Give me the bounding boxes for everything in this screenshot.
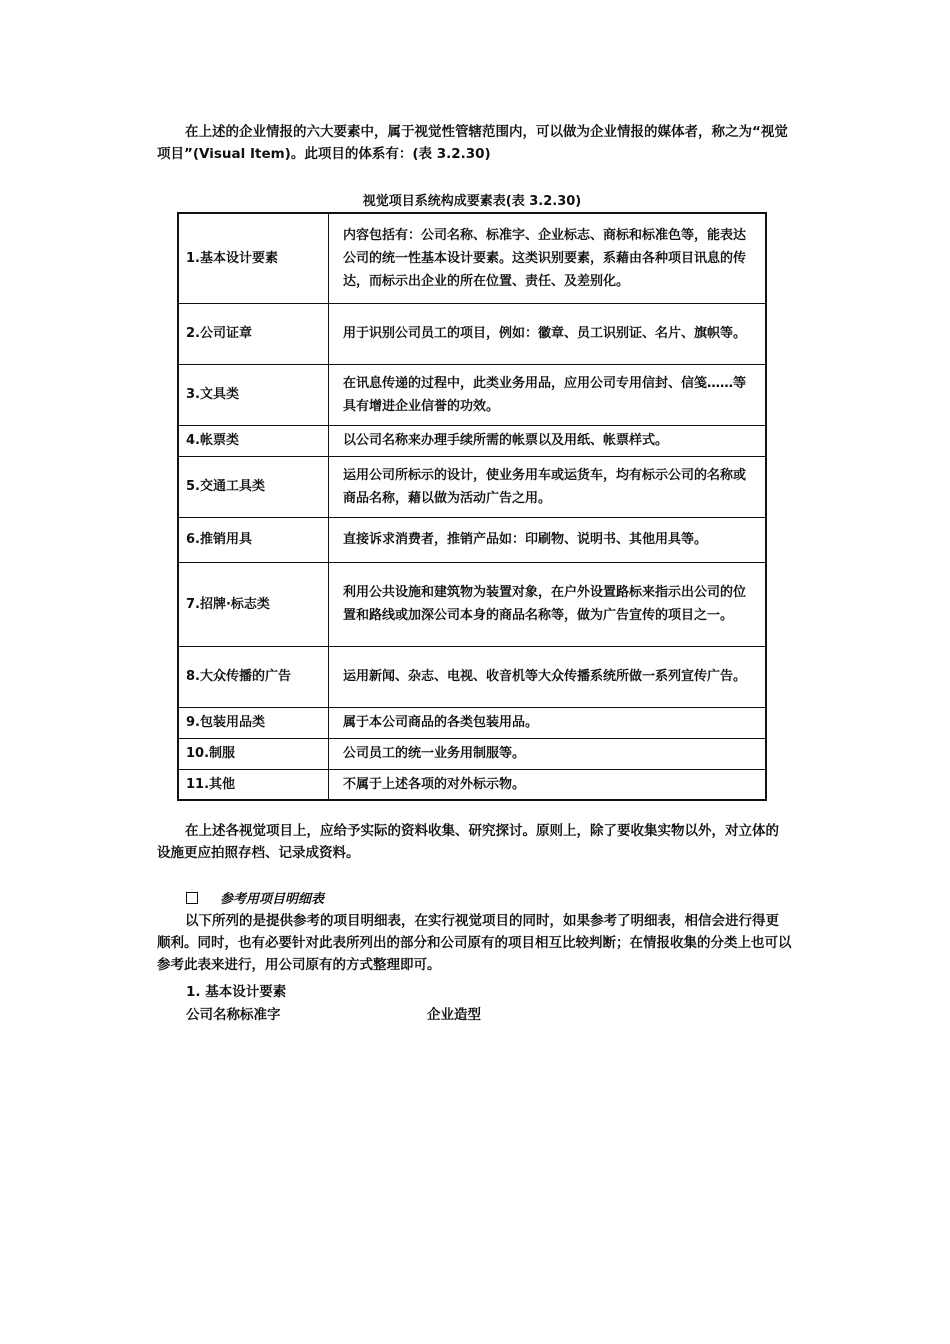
section-title: 1. 基本设计要素 bbox=[186, 984, 287, 1000]
table-row bbox=[178, 738, 766, 769]
visual-items-table bbox=[177, 212, 767, 801]
item-description-cell: 内容包括有：公司名称、标准字、企业标志、商标和标准色等，能表达公司的统一性基本设计要素。这类识别要素，系藉由各种项目讯息的传达，而标示出企业的所在位置、责任、及差别化。 bbox=[329, 213, 767, 303]
reference-heading-text: 参考用项目明细表 bbox=[220, 892, 325, 907]
table-row bbox=[178, 425, 766, 456]
item-name-cell: 3.文具类 bbox=[178, 364, 329, 425]
item-description-cell: 属于本公司商品的各类包装用品。 bbox=[329, 707, 767, 738]
item-name-cell: 9.包装用品类 bbox=[178, 707, 329, 738]
table-row bbox=[178, 213, 766, 303]
detail-item: 企业造型 bbox=[427, 1007, 481, 1023]
table-row bbox=[178, 646, 766, 707]
item-description-cell: 运用公司所标示的设计，使业务用车或运货车，均有标示公司的名称或商品名称，藉以做为活动广告之用。 bbox=[329, 456, 767, 517]
reference-heading bbox=[186, 888, 324, 907]
item-name-cell: 7.招牌·标志类 bbox=[178, 562, 329, 646]
reference-text: 以下所列的是提供参考的项目明细表，在实行视觉项目的同时，如果参考了明细表，相信会进行得更顺利。同时，也有必要针对此表所列出的部分和公司原有的项目相互比较判断；在情报收集的分类上也可以参考此表来进行，用公司原有的方式整理即可。 bbox=[157, 913, 792, 973]
table-row bbox=[178, 517, 766, 562]
after-text: 在上述各视觉项目上，应给予实际的资料收集、研究探讨。原则上，除了要收集实物以外，对立体的设施更应拍照存档、记录成资料。 bbox=[157, 823, 779, 861]
table-row bbox=[178, 707, 766, 738]
intro-text: 在上述的企业情报的六大要素中，属于视觉性管辖范围内，可以做为企业情报的媒体者，称之为“视觉项目”(Visual Item)。此项目的体系有：(表 3.2.30) bbox=[157, 124, 788, 162]
table-row bbox=[178, 456, 766, 517]
item-description-cell: 用于识别公司员工的项目，例如：徽章、员工识别证、名片、旗帜等。 bbox=[329, 303, 767, 364]
table-row bbox=[178, 364, 766, 425]
detail-item: 公司名称标准字 bbox=[186, 1007, 281, 1023]
table-row bbox=[178, 562, 766, 646]
item-name-cell: 5.交通工具类 bbox=[178, 456, 329, 517]
after-table-paragraph bbox=[157, 820, 792, 864]
checkbox-icon bbox=[186, 892, 198, 904]
item-name-cell: 10.制服 bbox=[178, 738, 329, 769]
item-description-cell: 运用新闻、杂志、电视、收音机等大众传播系统所做一系列宣传广告。 bbox=[329, 646, 767, 707]
table-row bbox=[178, 303, 766, 364]
reference-paragraph bbox=[157, 910, 792, 976]
item-name-cell: 2.公司证章 bbox=[178, 303, 329, 364]
item-name-cell: 1.基本设计要素 bbox=[178, 213, 329, 303]
item-name-cell: 4.帐票类 bbox=[178, 425, 329, 456]
item-description-cell: 公司员工的统一业务用制服等。 bbox=[329, 738, 767, 769]
table-row bbox=[178, 769, 766, 800]
item-description-cell: 直接诉求消费者，推销产品如：印刷物、说明书、其他用具等。 bbox=[329, 517, 767, 562]
item-description-cell: 不属于上述各项的对外标示物。 bbox=[329, 769, 767, 800]
item-description-cell: 以公司名称来办理手续所需的帐票以及用纸、帐票样式。 bbox=[329, 425, 767, 456]
item-name-cell: 6.推销用具 bbox=[178, 517, 329, 562]
item-description-cell: 利用公共设施和建筑物为装置对象，在户外设置路标来指示出公司的位置和路线或加深公司本身的商品名称等，做为广告宣传的项目之一。 bbox=[329, 562, 767, 646]
item-name-cell: 8.大众传播的广告 bbox=[178, 646, 329, 707]
table-body bbox=[178, 213, 766, 800]
item-name-cell: 11.其他 bbox=[178, 769, 329, 800]
item-description-cell: 在讯息传递的过程中，此类业务用品，应用公司专用信封、信笺……等具有增进企业信誉的功效。 bbox=[329, 364, 767, 425]
table-title: 视觉项目系统构成要素表(表 3.2.30) bbox=[362, 194, 582, 209]
intro-paragraph bbox=[157, 121, 792, 165]
